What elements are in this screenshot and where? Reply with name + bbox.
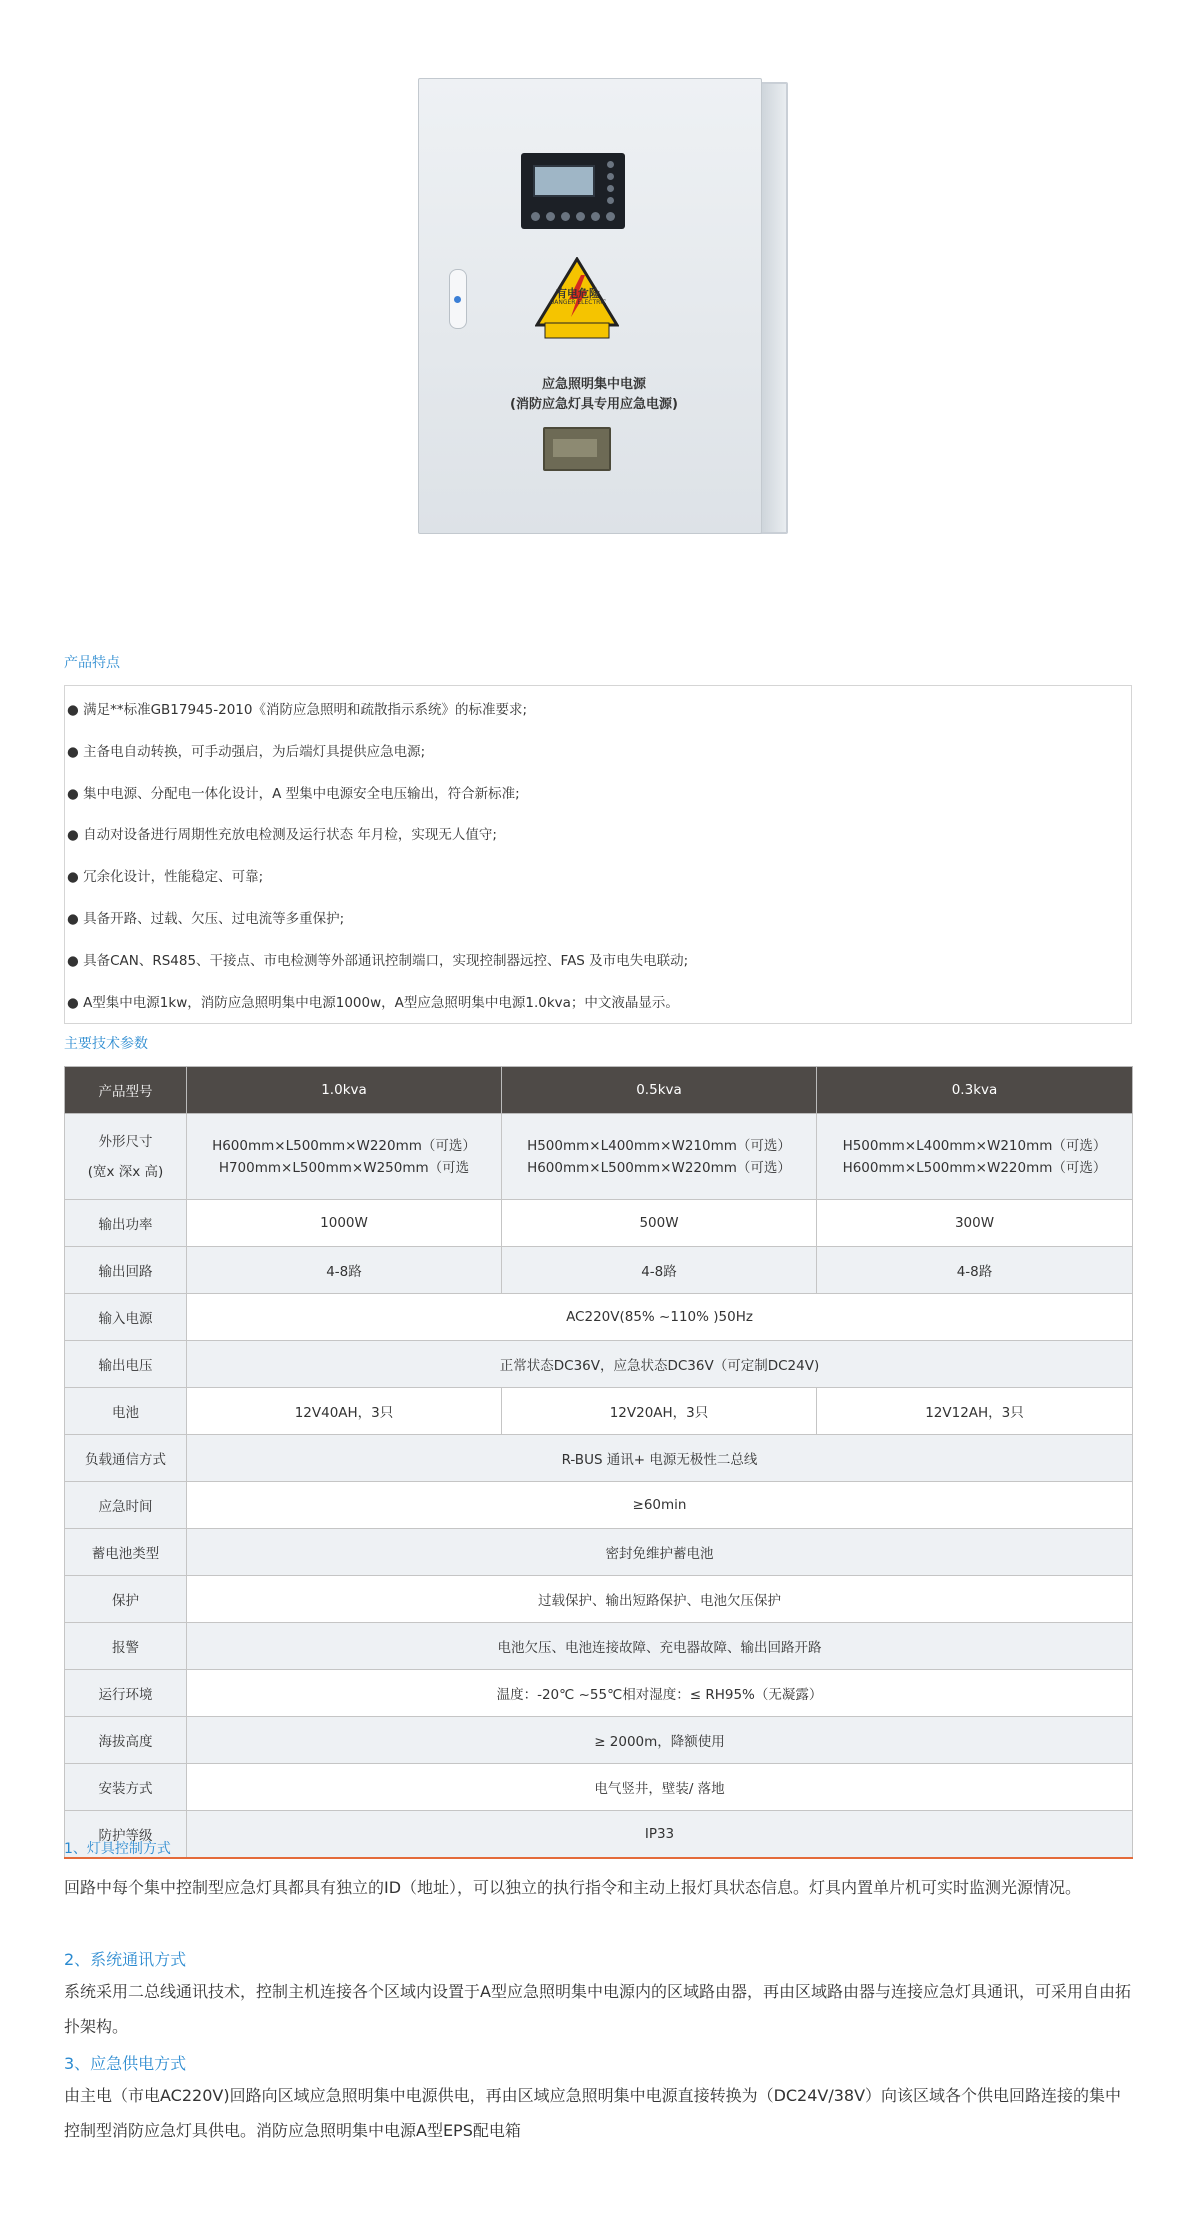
section-heading: 3、应急供电方式	[64, 2054, 187, 2073]
feature-item: ● 主备电自动转换，可手动强启，为后端灯具提供应急电源;	[67, 744, 426, 760]
table-cell: 电池欠压、电池连接故障、充电器故障、输出回路开路	[187, 1623, 1133, 1670]
table-cell	[187, 1114, 502, 1200]
row-label: 报警	[65, 1623, 187, 1670]
warning-sub: DANGER ELECTRIC	[549, 299, 607, 306]
table-cell	[817, 1114, 1133, 1200]
features-title: 产品特点	[64, 655, 120, 671]
table-row	[65, 1670, 1133, 1717]
feature-item: ● 自动对设备进行周期性充放电检测及运行状态 年月检，实现无人值守;	[67, 827, 497, 843]
size-c-2: H600mm×L500mm×W220mm（可选）	[842, 1159, 1107, 1176]
table-cell: 4-8路	[187, 1247, 502, 1294]
table-cell: AC220V(85% ~110% )50Hz	[187, 1294, 1133, 1341]
size-b-2: H600mm×L500mm×W220mm（可选）	[527, 1159, 791, 1176]
row-label	[65, 1114, 187, 1200]
table-row	[65, 1294, 1133, 1341]
table-cell: 4-8路	[502, 1247, 817, 1294]
table-row	[65, 1200, 1133, 1247]
table-row	[65, 1764, 1133, 1811]
table-cell: 4-8路	[817, 1247, 1133, 1294]
panel-line-1: 应急照明集中电源	[541, 377, 646, 392]
header-cell: 0.5kva	[502, 1067, 817, 1114]
row-label: 防护等级	[65, 1811, 187, 1859]
table-row	[65, 1717, 1133, 1764]
size-a-2: H700mm×L500mm×W250mm（可选	[218, 1159, 470, 1176]
table-cell: 过载保护、输出短路保护、电池欠压保护	[187, 1576, 1133, 1623]
control-panel	[521, 153, 625, 229]
feature-item: ● 集中电源、分配电一体化设计，A 型集中电源安全电压输出，符合新标准;	[67, 786, 520, 802]
table-cell: 500W	[502, 1200, 817, 1247]
table-row	[65, 1482, 1133, 1529]
table-row	[65, 1623, 1133, 1670]
lcd-screen	[533, 165, 595, 197]
warning-label: 有电危险	[556, 287, 600, 300]
panel-buttons	[531, 212, 621, 221]
feature-item: ● 冗余化设计，性能稳定、可靠;	[67, 869, 264, 885]
row-label: 输出电压	[65, 1341, 187, 1388]
table-cell: 1000W	[187, 1200, 502, 1247]
table-cell: 电气竖井，壁装/ 落地	[187, 1764, 1133, 1811]
section-text: 由主电（市电AC220V)回路向区域应急照明集中电源供电，再由区域应急照明集中电源直接转换为（DC24V/38V）向该区域各个供电回路连接的集中控制型消防应急灯具供电。消防应急照明集中电源A型EPS配电箱	[64, 2086, 1122, 2140]
feature-item: ● 具备CAN、RS485、干接点、市电检测等外部通讯控制端口，实现控制器远控、FAS 及市电失电联动;	[67, 953, 689, 969]
table-row	[65, 1576, 1133, 1623]
table-cell: 12V20AH，3只	[502, 1388, 817, 1435]
table-row	[65, 1114, 1133, 1200]
header-cell: 1.0kva	[187, 1067, 502, 1114]
door-handle	[449, 269, 467, 329]
params-title: 主要技术参数	[64, 1036, 148, 1052]
feature-item: ● 满足**标准GB17945-2010《消防应急照明和疏散指示系统》的标准要求;	[67, 702, 528, 718]
table-cell: 温度：-20℃ ~55℃相对湿度：≤ RH95%（无凝露）	[187, 1670, 1133, 1717]
table-row	[65, 1388, 1133, 1435]
section-text: 系统采用二总线通讯技术，控制主机连接各个区域内设置于A型应急照明集中电源内的区域路由器，再由区域路由器与连接应急灯具通讯，可采用自由拓扑架构。	[64, 1982, 1131, 2036]
row-label: 应急时间	[65, 1482, 187, 1529]
size-c-1: H500mm×L400mm×W210mm（可选）	[842, 1137, 1107, 1154]
row-label: 保护	[65, 1576, 187, 1623]
nameplate	[543, 427, 611, 471]
table-cell: 300W	[817, 1200, 1133, 1247]
params-table	[64, 1066, 1133, 1859]
section-text: 回路中每个集中控制型应急灯具都具有独立的ID（地址），可以独立的执行指令和主动上报灯具状态信息。灯具内置单片机可实时监测光源情况。	[64, 1878, 1082, 1897]
product-image	[404, 74, 816, 546]
row-label: 输出功率	[65, 1200, 187, 1247]
table-cell: 正常状态DC36V，应急状态DC36V（可定制DC24V)	[187, 1341, 1133, 1388]
row-label: 蓄电池类型	[65, 1529, 187, 1576]
table-cell: R-BUS 通讯+ 电源无极性二总线	[187, 1435, 1133, 1482]
table-header-row	[65, 1067, 1133, 1114]
table-row	[65, 1247, 1133, 1294]
table-cell: ≥ 2000m，降额使用	[187, 1717, 1133, 1764]
size-label-1: 外形尺寸	[98, 1133, 153, 1150]
table-row	[65, 1435, 1133, 1482]
table-cell: 12V12AH，3只	[817, 1388, 1133, 1435]
panel-line-2: (消防应急灯具专用应急电源)	[510, 397, 678, 412]
table-row	[65, 1529, 1133, 1576]
table-cell	[502, 1114, 817, 1200]
section-heading: 2、系统通讯方式	[64, 1950, 187, 1969]
table-cell: IP33	[187, 1811, 1133, 1859]
header-cell: 产品型号	[65, 1067, 187, 1114]
indicator-lights	[607, 161, 617, 209]
table-cell: 密封免维护蓄电池	[187, 1529, 1133, 1576]
size-a-1: H600mm×L500mm×W220mm（可选）	[212, 1137, 476, 1154]
table-row	[65, 1811, 1133, 1859]
size-label-2: (宽x 深x 高)	[87, 1163, 164, 1180]
table-row	[65, 1341, 1133, 1388]
feature-item: ● 具备开路、过载、欠压、过电流等多重保护;	[67, 911, 345, 927]
row-label: 输入电源	[65, 1294, 187, 1341]
feature-item: ● A型集中电源1kw，消防应急照明集中电源1000w，A型应急照明集中电源1.0kva；中文液晶显示。	[67, 995, 679, 1011]
table-cell: ≥60min	[187, 1482, 1133, 1529]
section-heading: 1、灯具控制方式	[64, 1841, 171, 1857]
row-label: 海拔高度	[65, 1717, 187, 1764]
row-label: 负载通信方式	[65, 1435, 187, 1482]
row-label: 运行环境	[65, 1670, 187, 1717]
row-label: 安装方式	[65, 1764, 187, 1811]
cabinet-front	[418, 78, 762, 534]
features-box	[64, 685, 1132, 1024]
header-cell: 0.3kva	[817, 1067, 1133, 1114]
row-label: 输出回路	[65, 1247, 187, 1294]
row-label: 电池	[65, 1388, 187, 1435]
size-b-1: H500mm×L400mm×W210mm（可选）	[527, 1137, 791, 1154]
table-cell: 12V40AH，3只	[187, 1388, 502, 1435]
